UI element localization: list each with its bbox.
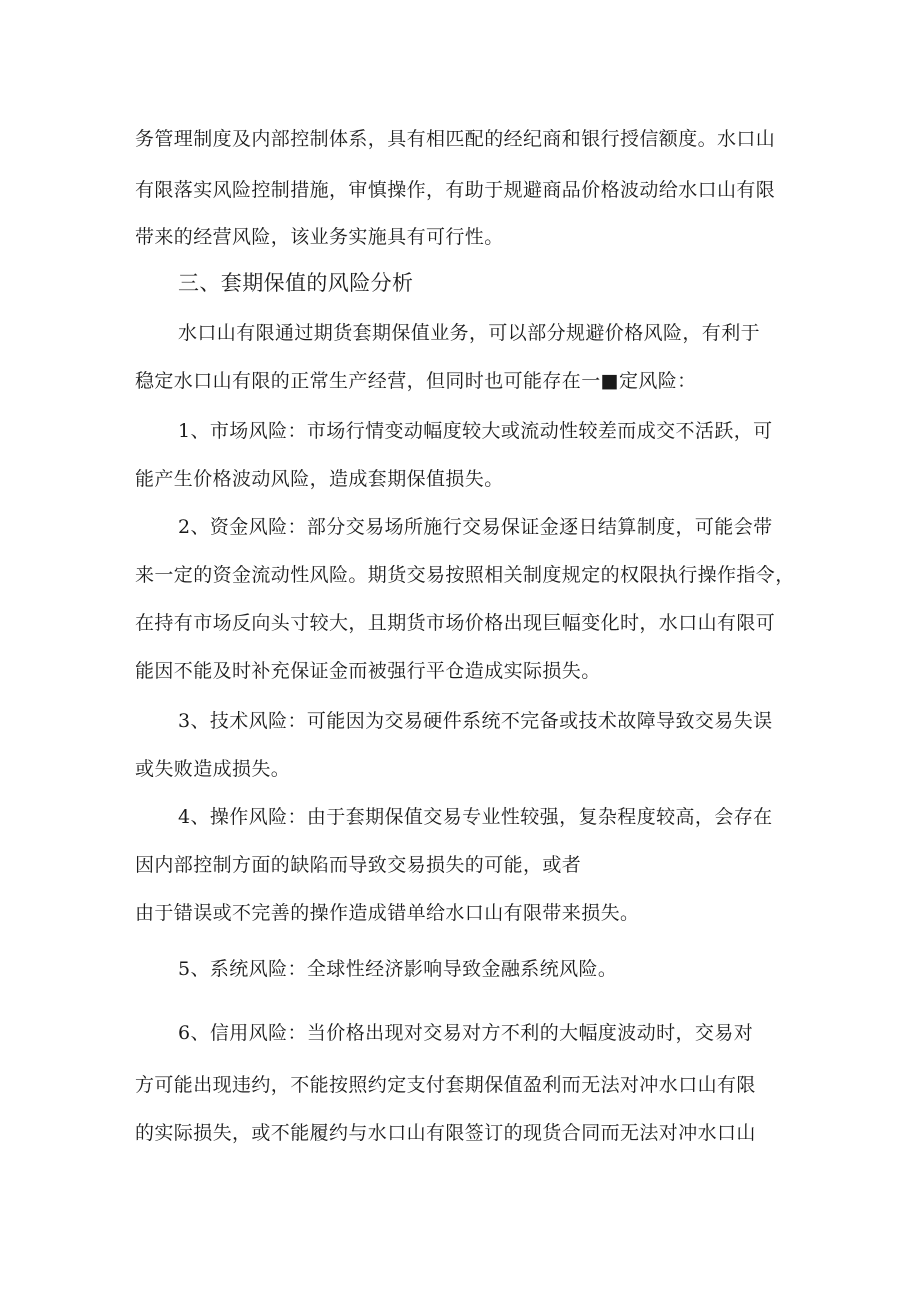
risk2-line-1: 2、资金风险：部分交易场所施行交易保证金逐日结算制度，可能会带	[178, 516, 773, 538]
overview-line-1: 水口山有限通过期货套期保值业务，可以部分规避价格风险，有利于	[178, 322, 761, 344]
risk6-line-3: 的实际损失，或不能履约与水口山有限签订的现货合同而无法对冲水口山	[135, 1122, 756, 1144]
risk2-line-2: 来一定的资金流动性风险。期货交易按照相关制度规定的权限执行操作指令，	[135, 564, 795, 586]
risk4-line-2: 因内部控制方面的缺陷而导致交易损失的可能，或者	[135, 854, 582, 876]
risk3-line-1: 3、技术风险：可能因为交易硬件系统不完备或技术故障导致交易失误	[178, 710, 773, 732]
risk6-line-1: 6、信用风险：当价格出现对交易对方不利的大幅度波动时，交易对	[178, 1022, 754, 1044]
risk4-line-3: 由于错误或不完善的操作造成错单给水口山有限带来损失。	[135, 902, 640, 924]
risk6-line-2: 方可能出现违约，不能按照约定支付套期保值盈利而无法对冲水口山有限	[135, 1074, 756, 1096]
risk1-line-1: 1、市场风险：市场行情变动幅度较大或流动性较差而成交不活跃，可	[178, 420, 773, 442]
overview-line-2: 稳定水口山有限的正常生产经营，但同时也可能存在一■定风险：	[135, 370, 697, 392]
risk2-line-4: 能因不能及时补充保证金而被强行平仓造成实际损失。	[135, 660, 601, 682]
risk5-line-1: 5、系统风险：全球性经济影响导致金融系统风险。	[178, 958, 618, 980]
risk4-line-1: 4、操作风险：由于套期保值交易专业性较强，复杂程度较高，会存在	[178, 806, 773, 828]
risk2-line-3: 在持有市场反向头寸较大，且期货市场价格出现巨幅变化时，水口山有限可	[135, 612, 776, 634]
section-heading: 三、套期保值的风险分析	[178, 271, 414, 295]
risk1-line-2: 能产生价格波动风险，造成套期保值损失。	[135, 468, 504, 490]
risk3-line-2: 或失败造成损失。	[135, 758, 291, 780]
intro-line-2: 有限落实风险控制措施，审慎操作，有助于规避商品价格波动给水口山有限	[135, 179, 776, 201]
intro-line-1: 务管理制度及内部控制体系，具有相匹配的经纪商和银行授信额度。水口山	[135, 128, 776, 150]
intro-line-3: 带来的经营风险，该业务实施具有可行性。	[135, 226, 504, 248]
